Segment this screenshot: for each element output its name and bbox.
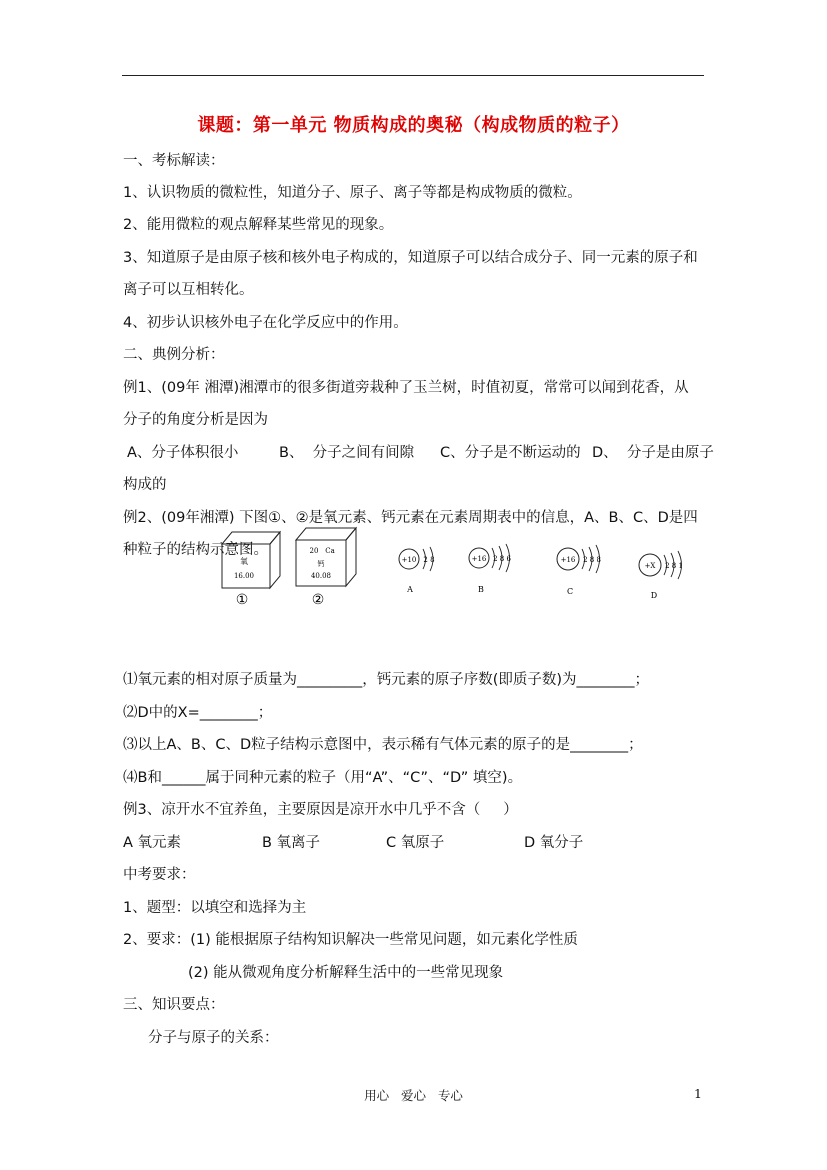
svg-text:2 8 8: 2 8 8 bbox=[583, 556, 601, 564]
box2-number: 20 bbox=[309, 547, 319, 555]
question-3: ⑶以上A、B、C、D粒子结构示意图中，表示稀有气体元素的原子的是________； bbox=[123, 737, 643, 753]
ex1-option-b: B、 分子之间有间隙 bbox=[279, 445, 415, 461]
svg-text:2 8: 2 8 bbox=[423, 556, 435, 564]
text-line: 1、认识物质的微粒性，知道分子、原子、离子等都是构成物质的微粒。 bbox=[123, 185, 582, 201]
svg-text:+16: +16 bbox=[560, 556, 576, 564]
box2-symbol: Ca bbox=[325, 547, 335, 555]
ex1-option-d-cont: 构成的 bbox=[123, 477, 167, 493]
text-line: (2) 能从微观角度分析解释生活中的一些常见现象 bbox=[188, 965, 504, 981]
question-4: ⑷B和______属于同种元素的粒子（用“A”、“C”、“D” 填空)。 bbox=[123, 770, 523, 786]
header-rule bbox=[122, 75, 704, 76]
periodic-box-calcium bbox=[296, 528, 356, 608]
section-heading-1: 一、考标解读： bbox=[123, 153, 225, 169]
ex3-option-a: A 氧元素 bbox=[123, 835, 182, 851]
example-3-text: 例3、凉开水不宜养鱼，主要原因是凉开水中几乎不含（ ） bbox=[123, 802, 518, 818]
text-line: 4、初步认识核外电子在化学反应中的作用。 bbox=[123, 315, 408, 331]
text-line: 2、要求：(1) 能根据原子结构知识解决一些常见问题，如元素化学性质 bbox=[123, 932, 578, 948]
text-line: 1、题型：以填空和选择为主 bbox=[123, 900, 307, 916]
page-footer: 用心 爱心 专心 bbox=[364, 1088, 463, 1103]
question-1: ⑴氧元素的相对原子质量为_________，钙元素的原子序数(即质子数)为________； bbox=[123, 672, 650, 688]
atom-label-a: A bbox=[407, 585, 413, 594]
box1-caption: ① bbox=[235, 592, 249, 608]
ex1-option-d: D、 分子是由原子 bbox=[592, 445, 714, 461]
exam-requirements-heading: 中考要求： bbox=[123, 867, 196, 883]
atom-label-d: D bbox=[650, 591, 658, 600]
atom-structure-figure bbox=[216, 520, 716, 610]
example-2-text: 例2、(09年湘潭) 下图①、②是氧元素、钙元素在元素周期表中的信息，A、B、C、D是四 bbox=[123, 510, 698, 526]
example-2-text: 种粒子的结构示意图。 bbox=[123, 542, 268, 558]
box2-name: 钙 bbox=[317, 560, 325, 568]
example-1-text: 分子的角度分析是因为 bbox=[123, 412, 268, 428]
atom-label-c: C bbox=[566, 587, 574, 596]
box2-caption: ② bbox=[311, 592, 325, 608]
atom-diagram-d bbox=[639, 551, 683, 600]
text-line: 分子与原子的关系： bbox=[148, 1030, 279, 1046]
text-line: 3、知道原子是由原子核和核外电子构成的，知道原子可以结合成分子、同一元素的原子和 bbox=[123, 250, 698, 266]
ex3-option-d: D 氧分子 bbox=[524, 835, 584, 851]
atom-diagram-a bbox=[399, 547, 435, 594]
text-line: 2、能用微粒的观点解释某些常见的现象。 bbox=[123, 217, 394, 233]
atom-diagram-b bbox=[469, 544, 511, 594]
ex1-option-c: C、分子是不断运动的 bbox=[440, 445, 581, 461]
question-2: ⑵D中的X=________； bbox=[123, 705, 273, 721]
svg-text:2 8 1: 2 8 1 bbox=[665, 562, 683, 570]
ex3-option-b: B 氧离子 bbox=[262, 835, 321, 851]
page-title: 课题：第一单元 物质构成的奥秘（构成物质的粒子） bbox=[197, 115, 630, 136]
section-heading-3: 三、知识要点： bbox=[123, 997, 225, 1013]
page-number: 1 bbox=[694, 1086, 702, 1101]
box1-symbol: 氧 bbox=[240, 557, 248, 566]
section-heading-2: 二、典例分析： bbox=[123, 347, 225, 363]
ex3-option-c: C 氧原子 bbox=[386, 835, 445, 851]
svg-text:+X: +X bbox=[644, 562, 656, 570]
atom-diagram-c bbox=[557, 545, 601, 596]
box1-mass: 16.00 bbox=[233, 572, 255, 580]
svg-text:+10: +10 bbox=[401, 556, 417, 564]
ex1-option-a: A、分子体积很小 bbox=[127, 445, 239, 461]
box2-mass: 40.08 bbox=[310, 572, 332, 580]
periodic-box-oxygen bbox=[222, 532, 280, 608]
example-1-text: 例1、(09年 湘潭)湘潭市的很多街道旁栽种了玉兰树，时值初夏，常常可以闻到花香，从 bbox=[123, 380, 689, 396]
text-line: 离子可以互相转化。 bbox=[123, 282, 254, 298]
atom-label-b: B bbox=[478, 585, 484, 594]
svg-text:2 8 6: 2 8 6 bbox=[493, 555, 511, 563]
svg-text:+16: +16 bbox=[471, 555, 487, 563]
